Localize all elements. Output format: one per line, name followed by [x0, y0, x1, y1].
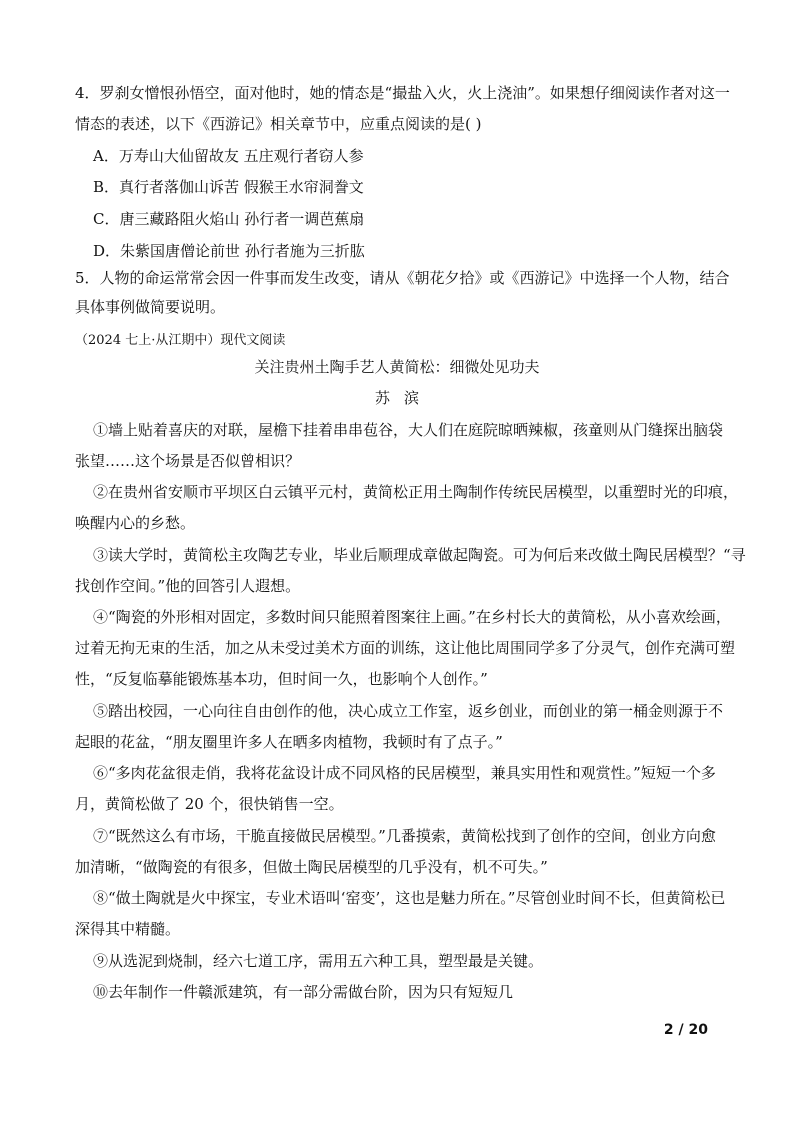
- article-line: ⑩去年制作一件赣派建筑，有一部分需做台阶，因为只有短短几: [93, 983, 514, 1001]
- article-line: 找创作空间。”他的回答引人遐想。: [75, 577, 301, 595]
- article-line: ⑤踏出校园，一心向往自由创作的他，决心成立工作室，返乡创业，而创业的第一桶金则源于不: [93, 702, 724, 720]
- article-line: 起眼的花盆，“朋友圈里许多人在晒多肉植物，我顿时有了点子。”: [75, 733, 503, 751]
- question-4-stem-line-2: 情态的表述，以下《西游记》相关章节中，应重点阅读的是( ): [75, 115, 482, 133]
- question-4-option-a: A．万寿山大仙留故友 五庄观行者窃人参: [93, 147, 364, 165]
- page-number: 2 / 20: [663, 1022, 708, 1038]
- question-4-option-c: C．唐三藏路阻火焰山 孙行者一调芭蕉扇: [93, 210, 365, 228]
- article-line: ④“陶瓷的外形相对固定，多数时间只能照着图案往上画。”在乡村长大的黄简松，从小喜欢绘画，: [93, 608, 731, 626]
- article-line: 加清晰，“做陶瓷的有很多，但做土陶民居模型的几乎没有，机不可失。”: [75, 858, 548, 876]
- question-4-stem-line-1: 4．罗刹女憎恨孙悟空，面对他时，她的情态是“撮盐入火，火上浇油”。如果想仔细阅读作者对这一: [75, 84, 730, 102]
- question-4-option-b: B．真行者落伽山诉苦 假猴王水帘洞誊文: [93, 178, 364, 196]
- article-line: ⑦“既然这么有市场，干脆直接做民居模型。”几番摸索，黄简松找到了创作的空间，创业方向愈: [93, 827, 716, 845]
- article-line: 性，“反复临摹能锻炼基本功，但时间一久，也影响个人创作。”: [75, 670, 488, 688]
- article-line: ⑧“做土陶就是火中探宝，专业术语叫‘窑变’，这也是魅力所在。”尽管创业时间不长，但黄简松已: [93, 889, 726, 907]
- article-line: 月，黄简松做了 20 个，很快销售一空。: [75, 795, 344, 813]
- article-line: 唤醒内心的乡愁。: [75, 514, 196, 532]
- article-line: 深得其中精髓。: [75, 920, 181, 938]
- article-line: 张望……这个场景是否似曾相识？: [75, 452, 301, 470]
- article-line: ⑨从选泥到烧制，经六七道工序，需用五六种工具，塑型最是关键。: [93, 952, 544, 970]
- article-line: ③读大学时，黄简松主攻陶艺专业，毕业后顺理成章做起陶瓷。可为何后来改做土陶民居模型？“寻: [93, 546, 746, 564]
- question-5-stem-line-2: 具体事例做简要说明。: [75, 298, 226, 316]
- question-5-stem-line-1: 5．人物的命运常常会因一件事而发生改变，请从《朝花夕拾》或《西游记》中选择一个人物，结合: [75, 269, 730, 287]
- article-title: 关注贵州土陶手艺人黄简松：细微处见功夫: [254, 358, 540, 376]
- article-line: 过着无拘无束的生活，加之从未受过美术方面的训练，这让他比周围同学多了分灵气，创作充满可塑: [75, 639, 736, 657]
- article-line: ②在贵州省安顺市平坝区白云镇平元村，黄简松正用土陶制作传统民居模型，以重塑时光的印痕，: [93, 483, 739, 501]
- article-line: ⑥“多肉花盆很走俏，我将花盆设计成不同风格的民居模型，兼具实用性和观赏性。”短短一个多: [93, 764, 716, 782]
- article-line: ①墙上贴着喜庆的对联，屋檐下挂着串串苞谷，大人们在庭院晾晒辣椒，孩童则从门缝探出脑袋: [93, 421, 724, 439]
- article-author: 苏滨: [374, 389, 433, 407]
- source-label: （2024 七上·从江期中）现代文阅读: [75, 333, 286, 348]
- question-4-option-d: D．朱紫国唐僧论前世 孙行者施为三折肱: [93, 242, 365, 260]
